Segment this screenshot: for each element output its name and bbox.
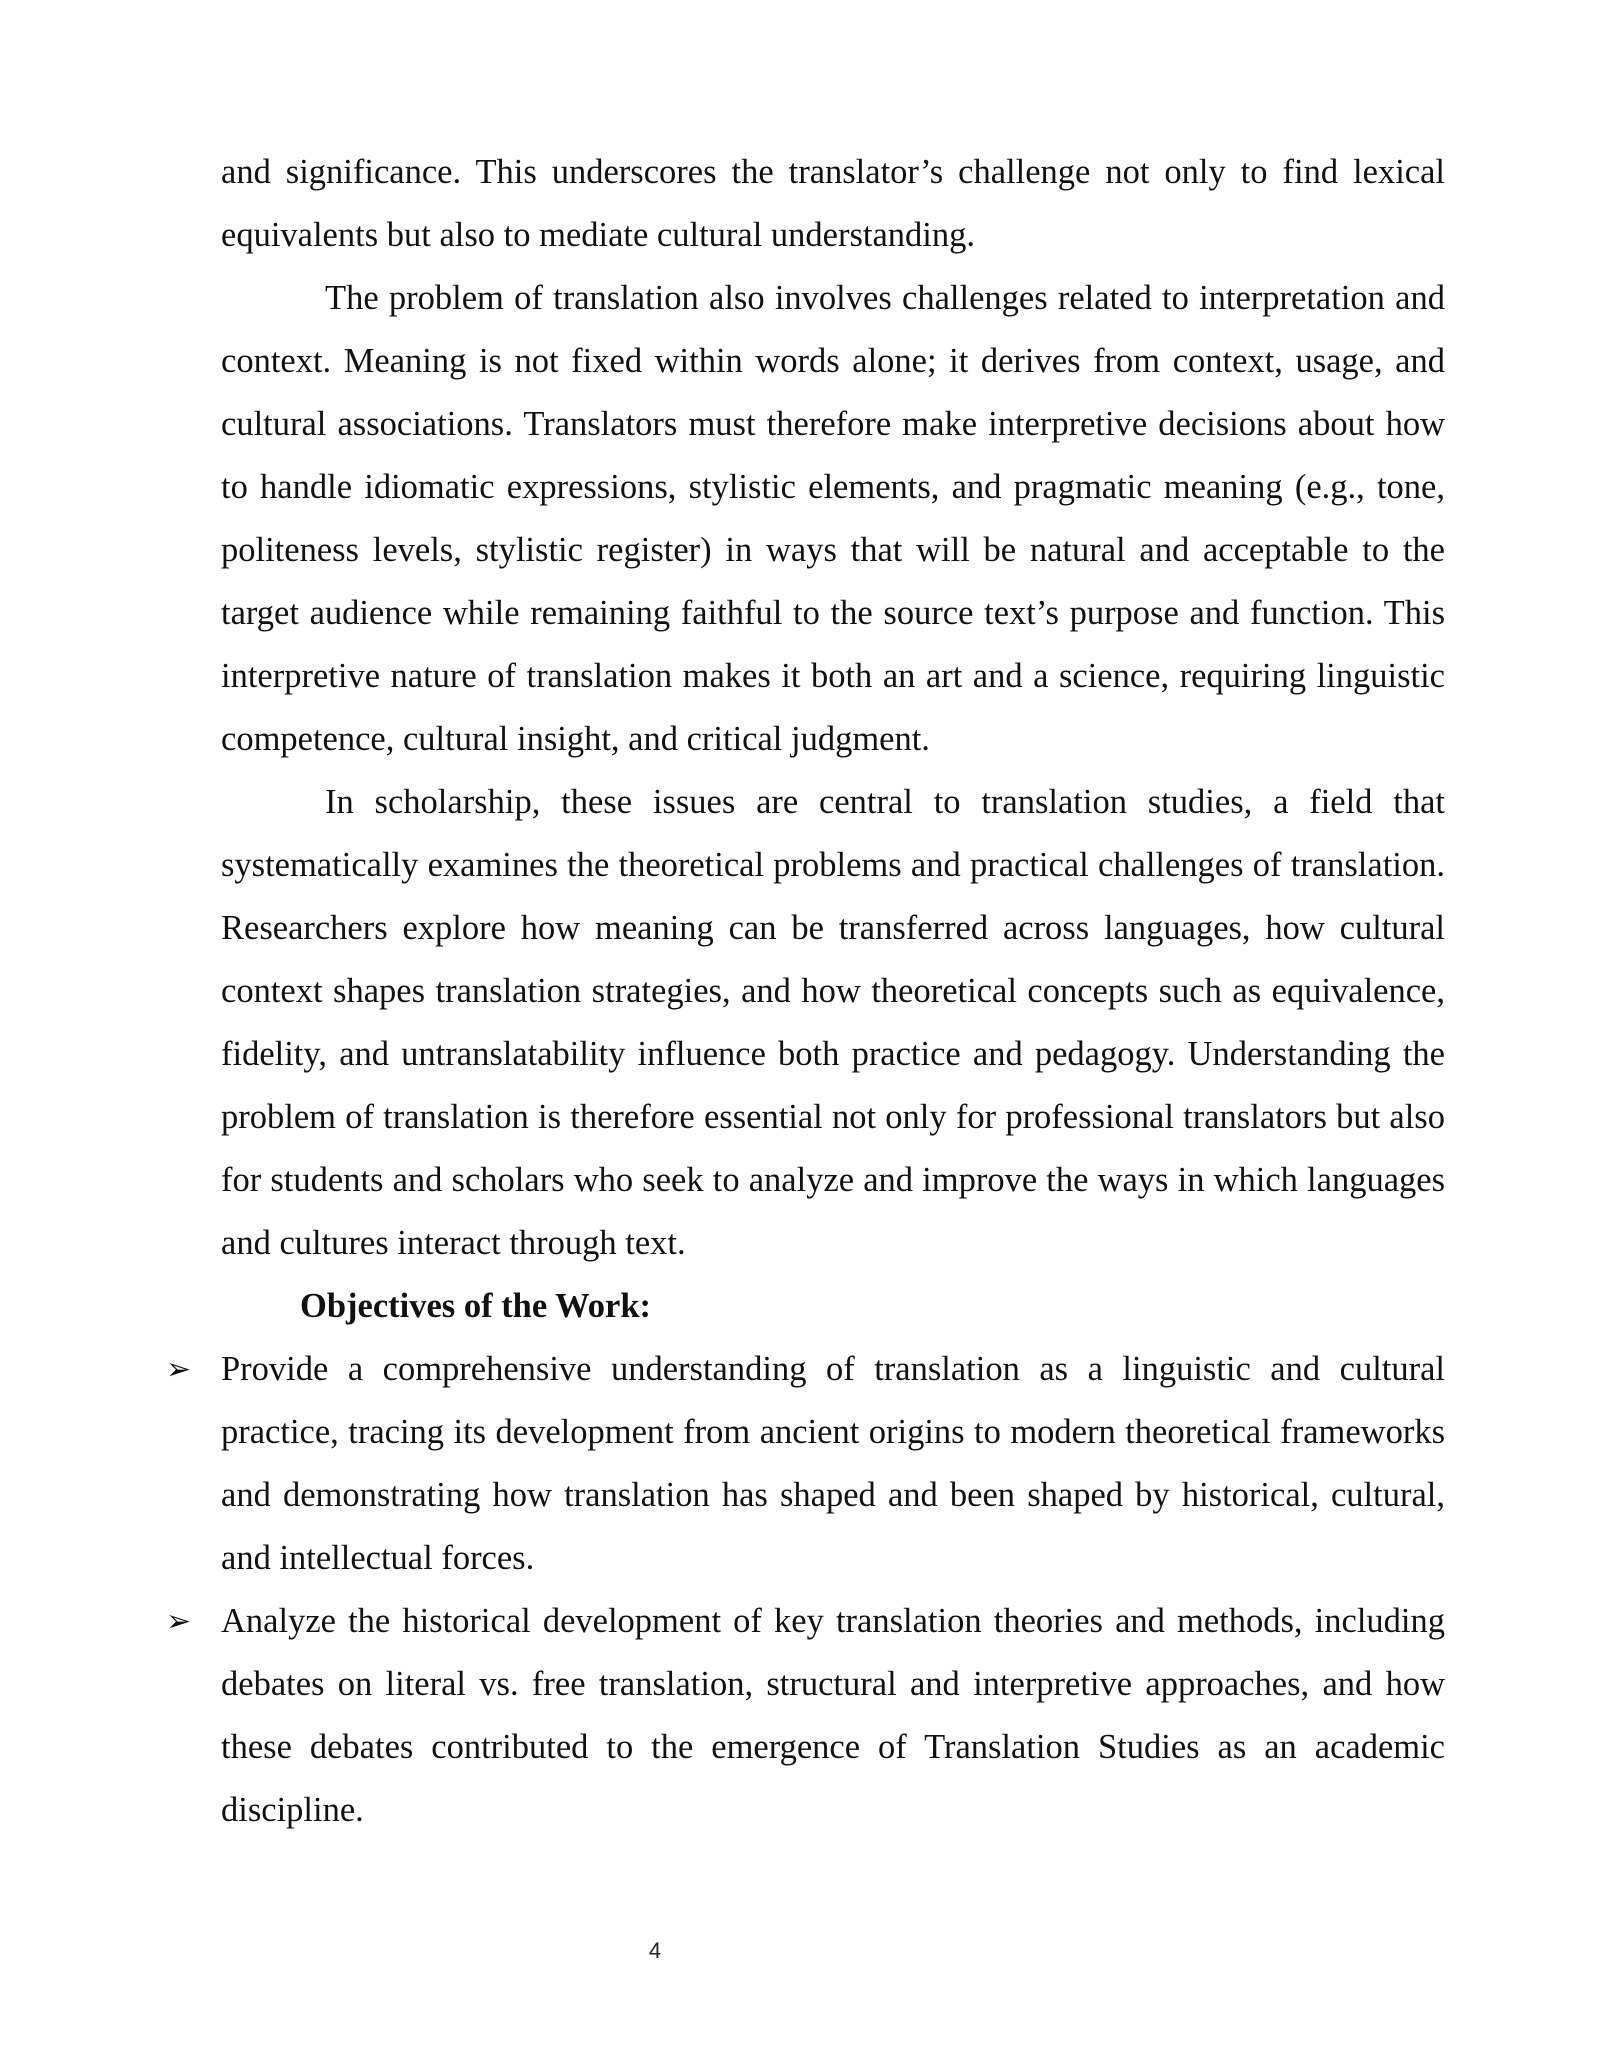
paragraph-continuation: and significance. This underscores the translator’s challenge not only to find lexical equivalents but also to mediate cultural understanding. [221,153,1445,254]
paragraph-scholarship: In scholarship, these issues are central to translation studies, a field that systematically examines the theoretical problems and practical challenges of translation. Researchers explore how meaning can be transferred across languages, how cultural context shapes translation strategies, and how theoretical concepts such as equivalence, fidelity, and untranslatability influence both practice and pedagogy. Understanding the problem of translation is therefore essential not only for professional translators but also for students and scholars who seek to analyze and improve the ways in which languages and cultures interact through text. [221,783,1445,1262]
objective-text: Analyze the historical development of key translation theories and methods, including debates on literal vs. free translation, structural and interpretive approaches, and how these debates contributed to the emergence of Translation Studies as an academic discipline. [221,1602,1445,1829]
arrow-bullet-icon: ➢ [166,1352,192,1387]
arrow-bullet-icon: ➢ [166,1604,192,1639]
page-body [166,141,1445,1842]
objective-item [166,1590,1445,1842]
paragraph-interpretation: The problem of translation also involves challenges related to interpretation and context. Meaning is not fixed within words alone; it derives from context, usage, and cultural associations. Translators must therefore make interpretive decisions about how to handle idiomatic expressions, stylistic elements, and pragmatic meaning (e.g., tone, politeness levels, stylistic register) in ways that will be natural and acceptable to the target audience while remaining faithful to the source text’s purpose and function. This interpretive nature of translation makes it both an art and a science, requiring linguistic competence, cultural insight, and critical judgment. [221,279,1445,758]
objectives-heading: Objectives of the Work: [300,1287,652,1325]
objective-text: Provide a comprehensive understanding of translation as a linguistic and cultural practice, tracing its development from ancient origins to modern theoretical frameworks and demonstrating how translation has shaped and been shaped by historical, cultural, and intellectual forces. [221,1350,1445,1577]
page-number: 4 [648,1938,662,1963]
objective-item [166,1338,1445,1590]
